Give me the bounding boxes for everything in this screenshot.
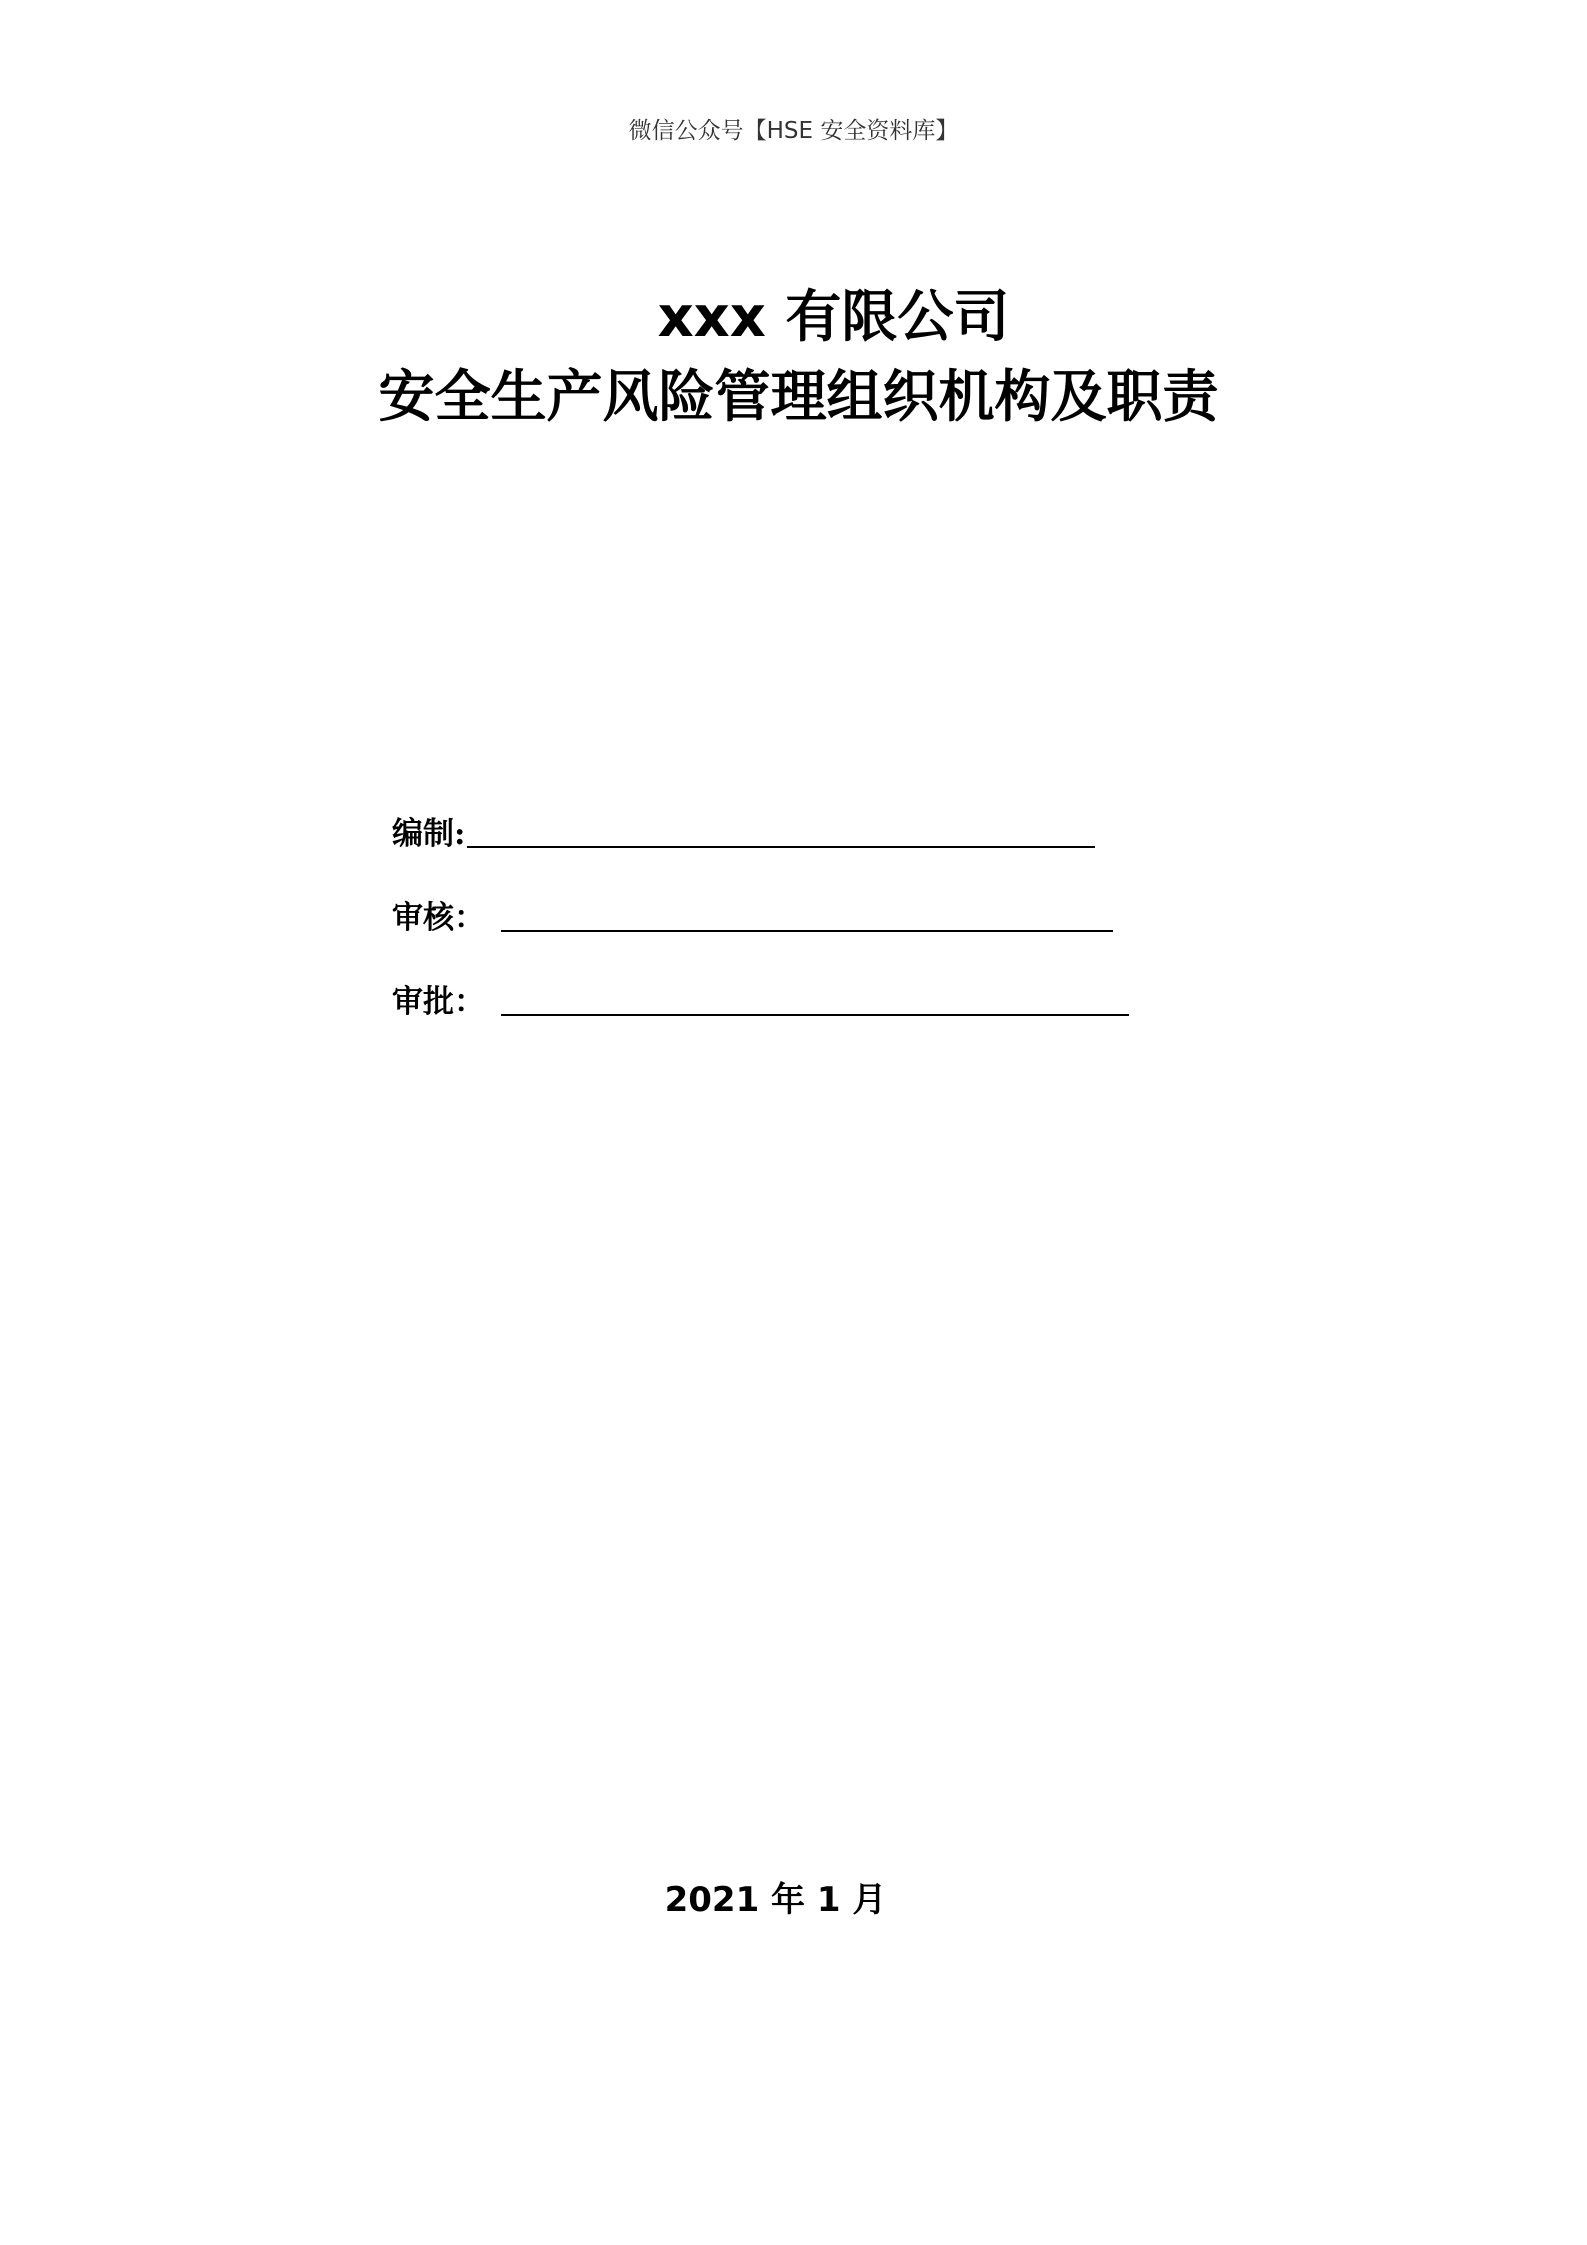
document-title: 安全生产风险管理组织机构及职责 xyxy=(378,365,1219,430)
company-title: xxx 有限公司 xyxy=(657,285,1010,350)
review-signature-line xyxy=(501,926,1113,932)
header-note: 微信公众号【HSE 安全资料库】 xyxy=(628,118,959,144)
title-block xyxy=(0,278,1587,438)
review-row xyxy=(392,896,1113,936)
compile-signature-line xyxy=(467,842,1095,848)
approve-label: 审批： xyxy=(392,984,485,1020)
compile-label: 编制: xyxy=(392,816,466,852)
review-label: 审核： xyxy=(392,900,485,936)
document-date: 2021 年 1 月 xyxy=(664,1880,887,1920)
compile-row xyxy=(392,812,1095,852)
approve-row xyxy=(392,980,1129,1020)
approve-signature-line xyxy=(501,1010,1129,1016)
